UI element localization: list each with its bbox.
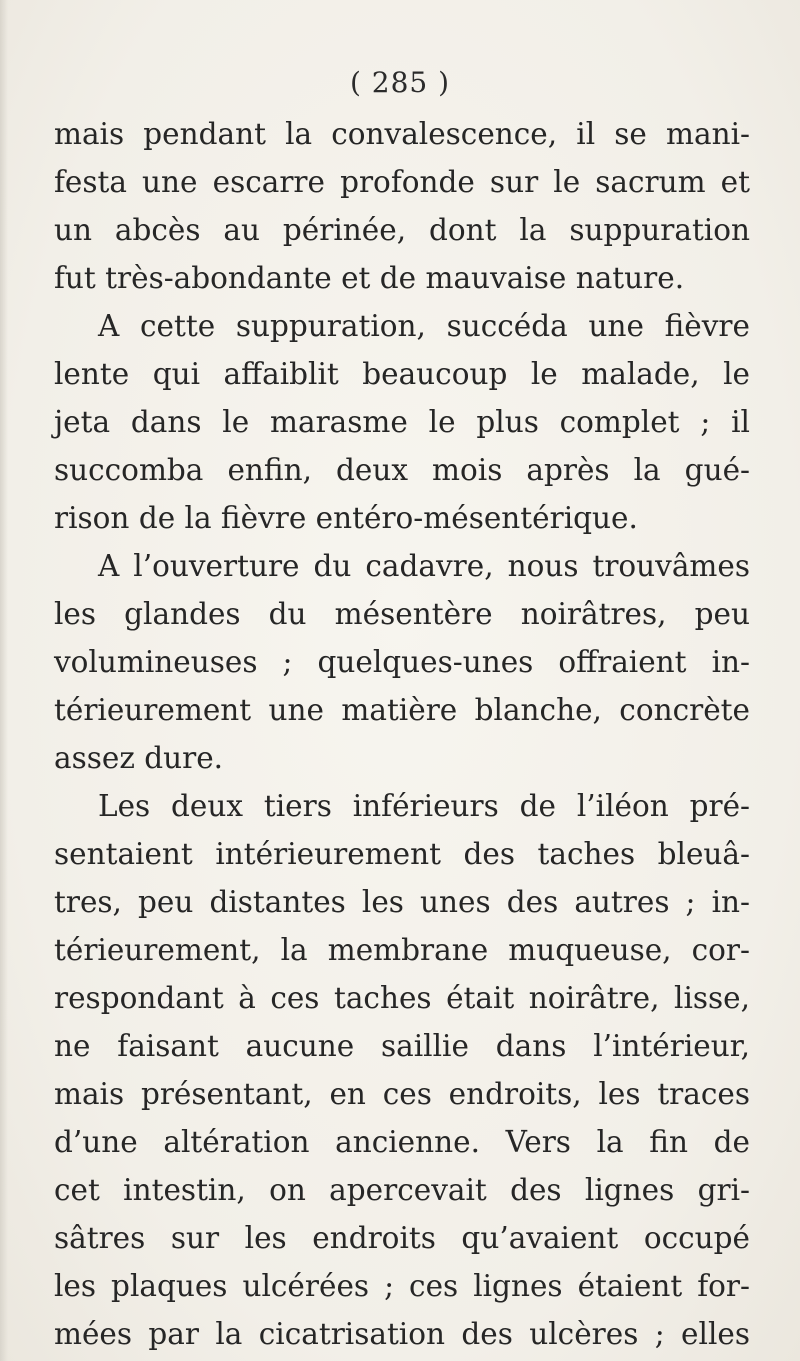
text-line: mées par la cicatrisation des ulcères ; elles (54, 1317, 750, 1351)
text-line: sâtres sur les endroits qu’avaient occupé (54, 1221, 750, 1255)
text-line: les plaques ulcérées ; ces lignes étaient for- (54, 1269, 750, 1303)
text-line: succomba enfin, deux mois après la gué- (54, 453, 750, 487)
text-line: rison de la fièvre entéro-mésentérique. (54, 501, 638, 535)
text-line: volumineuses ; quelques-unes offraient in- (54, 645, 750, 679)
text-line: ne faisant aucune saillie dans l’intérieur, (54, 1029, 750, 1063)
text-line: d’une altération ancienne. Vers la fin de (54, 1125, 750, 1159)
text-line: cet intestin, on apercevait des lignes gri- (54, 1173, 750, 1207)
text-line: tres, peu distantes les unes des autres ; in- (54, 885, 750, 919)
text-line: A l’ouverture du cadavre, nous trouvâmes (98, 549, 750, 583)
text-line: assez dure. (54, 741, 224, 775)
text-line: A cette suppuration, succéda une fièvre (98, 309, 750, 343)
text-line: un abcès au périnée, dont la suppuration (54, 213, 750, 247)
page-number: ( 285 ) (349, 66, 451, 99)
text-line: Les deux tiers inférieurs de l’iléon pré- (98, 789, 750, 823)
text-line: les glandes du mésentère noirâtres, peu (54, 597, 750, 631)
text-line: sentaient intérieurement des taches bleuâ- (54, 837, 750, 871)
text-line: fut très-abondante et de mauvaise nature. (54, 261, 685, 295)
text-line: respondant à ces taches était noirâtre, lisse, (54, 981, 750, 1015)
text-line: térieurement une matière blanche, concrète (54, 693, 750, 727)
text-line: jeta dans le marasme le plus complet ; il (54, 405, 750, 439)
text-line: mais pendant la convalescence, il se mani- (54, 117, 750, 151)
text-line: térieurement, la membrane muqueuse, cor- (54, 933, 750, 967)
text-line: festa une escarre profonde sur le sacrum et (54, 165, 750, 199)
text-line: mais présentant, en ces endroits, les traces (54, 1077, 750, 1111)
text-line: lente qui affaiblit beaucoup le malade, le (54, 357, 750, 391)
